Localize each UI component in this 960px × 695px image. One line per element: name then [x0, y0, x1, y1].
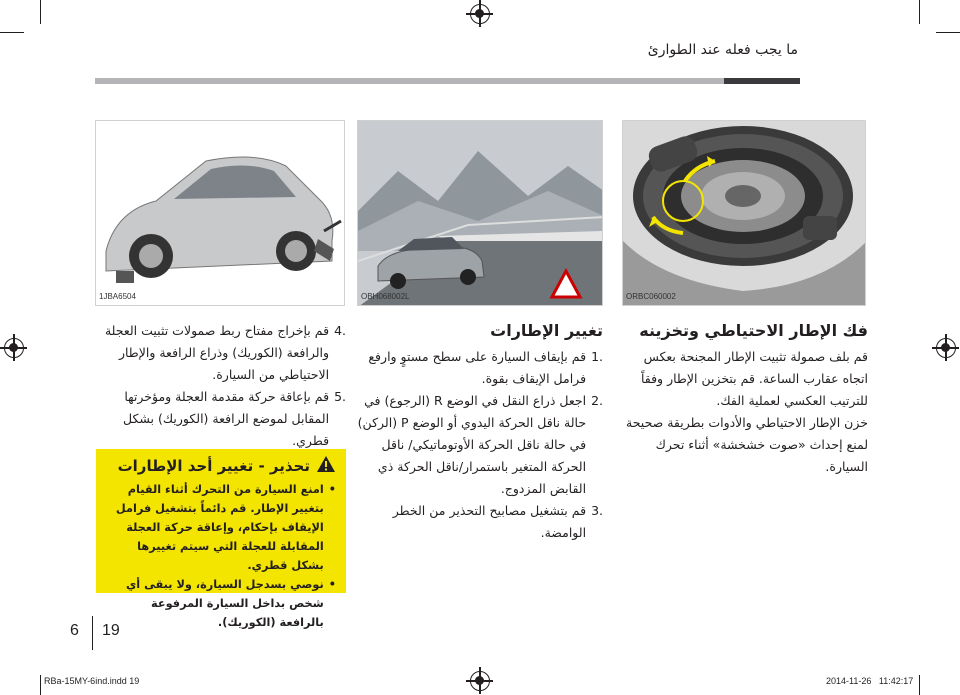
step-text: قم بإيقاف السيارة على سطح مستوٍ وارفع فرامل الإيقاف بقوة.	[368, 349, 587, 386]
changing-tires-section	[357, 320, 603, 544]
crop-mark	[40, 675, 41, 695]
list-item	[357, 346, 603, 390]
step-number: .5	[334, 389, 346, 404]
crop-mark	[936, 32, 960, 33]
warning-title-row	[106, 455, 336, 477]
step-text: قم بتشغيل مصابيح التحذير من الخطر الوامضة.	[392, 503, 587, 540]
bullet: •	[328, 578, 336, 591]
crop-mark	[0, 32, 24, 33]
list-item	[96, 386, 346, 452]
warning-text: امنع السيارة من التحرك أثناء القيام بتغيير الإطار. قم دائماً بتشغيل فرامل الإيقاف بإحكام، وإعاقة حركة العجلة المقابلة للعجلة التي سيتم تغييرها بشكل قطري.	[115, 483, 324, 572]
section-heading: فك الإطار الاحتياطي وتخزينه	[639, 321, 868, 340]
paragraph: خزن الإطار الاحتياطي والأدوات بطريقة صحيحة لمنع إحداث «صوت خشخشة» أثناء تحرك السيارة.	[626, 415, 868, 474]
page-number-value: 19	[102, 622, 120, 639]
paragraph: قم بلف صمولة تثبيت الإطار المجنحة بعكس اتجاه عقارب الساعة. قم بتخزين الإطار وفقاً للترتيب العكسي لعملية الفك.	[640, 349, 868, 408]
page-number-divider	[92, 616, 93, 650]
step-text: قم بإعاقة حركة مقدمة العجلة ومؤخرتها المقابل لموضع الرافعة (الكوريك) بشكل قطري.	[123, 389, 330, 448]
step-number: .2	[591, 393, 603, 408]
file-slug: RBa-15MY-6ind.indd 19	[44, 676, 140, 686]
crop-mark	[919, 675, 920, 695]
car-roadside-image	[357, 120, 603, 306]
section-heading: تغيير الإطارات	[490, 321, 603, 340]
image-code: OBH068002L	[361, 292, 410, 301]
step-text: قم بإخراج مفتاح ربط صمولات تثبيت العجلة والرافعة (الكوريك) وذراع الرافعة والإطار الاحتياطي من السيارة.	[104, 323, 330, 382]
step-number: .4	[334, 323, 346, 338]
header-rule	[95, 78, 800, 84]
spare-tire-section	[622, 320, 868, 478]
warning-list	[106, 480, 336, 632]
list-item	[96, 320, 346, 386]
date-slug: 2014-11-26 11:42:17	[826, 676, 914, 686]
registration-mark-bottom	[470, 671, 490, 691]
spare-tire-image	[622, 120, 866, 306]
list-item	[106, 480, 336, 575]
registration-mark-right	[936, 338, 956, 358]
crop-mark	[919, 0, 920, 24]
warning-text: نوصي بسدجل السيارة، ولا يبقى أي شخص بداخل السيارة المرفوعة بالرافعة (الكوريك).	[125, 578, 324, 629]
steps-continued-section	[96, 320, 346, 452]
image-code: 1JBA6504	[99, 292, 136, 301]
warning-icon	[316, 455, 336, 477]
bullet: •	[328, 483, 336, 496]
step-number: .3	[591, 503, 603, 518]
image-code: ORBC060002	[626, 292, 676, 301]
list-item	[357, 500, 603, 544]
warning-box	[96, 449, 346, 629]
list-item	[106, 575, 336, 632]
section-title: ما يجب فعله عند الطوارئ	[647, 42, 798, 58]
crop-mark	[40, 0, 41, 24]
registration-mark-top	[470, 4, 490, 24]
warning-title: تحذير - تغيير أحد الإطارات	[117, 457, 310, 475]
list-item	[357, 390, 603, 500]
wheel-chock-image	[95, 120, 345, 306]
chapter-number: 6	[70, 622, 79, 639]
step-number: .1	[591, 349, 603, 364]
registration-mark-left	[4, 338, 24, 358]
step-text: اجعل ذراع النقل في الوضع R (الرجوع) في حالة ناقل الحركة اليدوي أو الوضع P (الركن) في حالة ناقل الحركة الأوتوماتيكي/ ناقل الحركة المتغير باستمرار/ناقل الحركة ذي القابض المزدوج.	[357, 393, 587, 496]
